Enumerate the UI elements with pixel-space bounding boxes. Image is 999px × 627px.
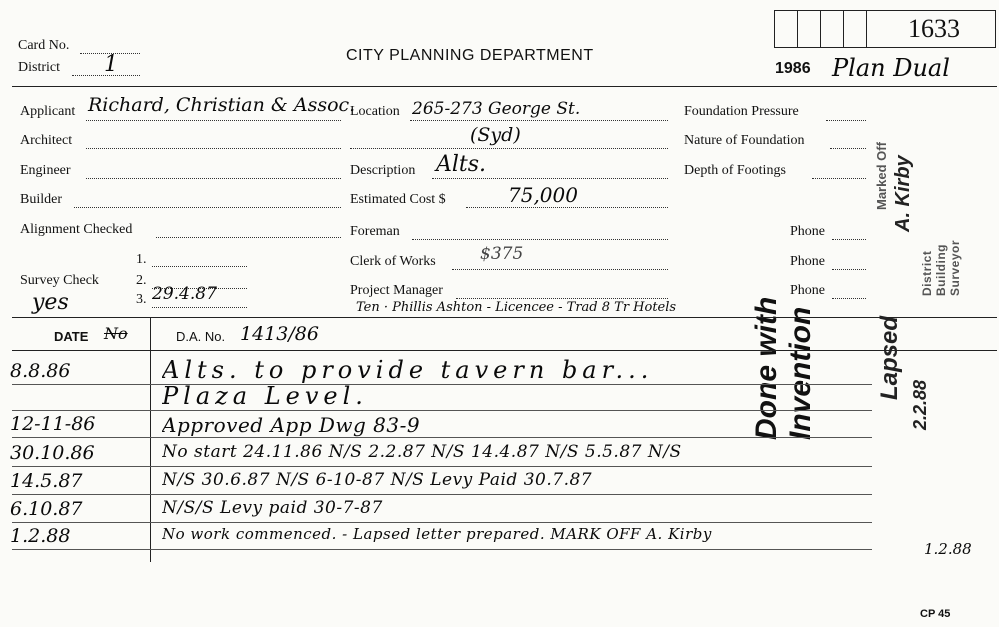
phone-label-2: Phone xyxy=(790,254,825,269)
date-column-divider xyxy=(150,317,151,562)
location-line-2 xyxy=(350,148,668,149)
date-header-note: No xyxy=(104,324,128,343)
clerk-value: $375 xyxy=(480,244,524,264)
alignment-label: Alignment Checked xyxy=(20,222,133,237)
description-value: Alts. xyxy=(436,152,487,177)
engineer-label: Engineer xyxy=(20,163,71,178)
district-label: District xyxy=(18,60,60,75)
cost-label: Estimated Cost $ xyxy=(350,192,446,207)
pm-label: Project Manager xyxy=(350,283,443,298)
row-text: No work commenced. - Lapsed letter prepared. MARK OFF A. Kirby xyxy=(162,525,712,543)
pm-line xyxy=(456,298,668,299)
location-label: Location xyxy=(350,104,400,119)
row-text: Alts. to provide tavern bar... xyxy=(162,356,654,384)
stamp-signature: A. Kirby xyxy=(892,155,914,232)
cost-value: 75,000 xyxy=(508,183,578,207)
applicant-label: Applicant xyxy=(20,104,76,119)
card-number: 1633 xyxy=(908,14,960,43)
survey-label: Survey Check xyxy=(20,273,99,288)
survey-3-line xyxy=(152,307,247,308)
signoff-date: 1.2.88 xyxy=(924,540,972,558)
row-text: N/S/S Levy paid 30-7-87 xyxy=(162,498,383,518)
architect-label: Architect xyxy=(20,133,73,148)
survey-2-label: 2. xyxy=(136,273,147,288)
card-no-label: Card No. xyxy=(18,38,70,53)
row-text: N/S 30.6.87 N/S 6-10-87 N/S Levy Paid 30.7.87 xyxy=(162,470,593,490)
marked-off-stamp: Marked Off xyxy=(874,142,889,210)
architect-line xyxy=(86,148,341,149)
row-date: 1.2.88 xyxy=(10,525,71,547)
engineer-line xyxy=(86,178,341,179)
phone-line-3 xyxy=(832,298,866,299)
da-value: 1413/86 xyxy=(240,323,319,345)
card-number-box-2 xyxy=(797,10,821,48)
row-date: 6.10.87 xyxy=(10,498,83,520)
description-label: Description xyxy=(350,163,416,178)
description-line xyxy=(432,178,668,179)
clerk-line xyxy=(452,269,668,270)
nature-foundation-label: Nature of Foundation xyxy=(684,133,805,148)
card-number-box-1 xyxy=(774,10,798,48)
table-header-divider xyxy=(12,350,997,351)
row-divider xyxy=(12,437,872,438)
foreman-line xyxy=(412,239,668,240)
alignment-line xyxy=(156,237,341,238)
cost-line xyxy=(466,207,668,208)
header-hand-note: Plan Dual xyxy=(832,54,950,82)
foreman-label: Foreman xyxy=(350,224,400,239)
phone-line-1 xyxy=(832,239,866,240)
applicant-value: Richard, Christian & Assoc. xyxy=(88,94,356,116)
location-value: 265-273 George St. xyxy=(412,99,581,119)
survey-1-label: 1. xyxy=(136,252,147,267)
row-text: No start 24.11.86 N/S 2.2.87 N/S 14.4.87 N/S 5.5.87 N/S xyxy=(162,442,682,462)
survey-3-label: 3. xyxy=(136,292,147,307)
nature-foundation-line xyxy=(830,148,866,149)
depth-footings-label: Depth of Footings xyxy=(684,163,786,178)
depth-footings-line xyxy=(812,178,866,179)
district-surveyor-stamp: District Building Surveyor xyxy=(920,239,962,296)
location-line xyxy=(410,120,668,121)
da-label: D.A. No. xyxy=(176,329,226,344)
row-divider xyxy=(12,410,872,411)
phone-label-1: Phone xyxy=(790,224,825,239)
date-header: DATE xyxy=(54,329,89,344)
header-divider xyxy=(12,86,997,87)
page-title: CITY PLANNING DEPARTMENT xyxy=(346,47,594,64)
applicant-line xyxy=(86,120,341,121)
pm-value: Ten · Phillis Ashton - Licencee - Trad 8 Tr Hotels xyxy=(356,300,677,315)
side-hand-note-2: Lapsed xyxy=(876,315,903,400)
row-divider xyxy=(12,494,872,495)
district-value: 1 xyxy=(104,52,118,77)
phone-label-3: Phone xyxy=(790,283,825,298)
row-divider xyxy=(12,522,872,523)
row-date: 30.10.86 xyxy=(10,442,95,464)
survey-3-value: 29.4.87 xyxy=(152,284,217,304)
builder-line xyxy=(74,207,341,208)
card-number-box-4 xyxy=(843,10,867,48)
row-text: Approved App Dwg 83-9 xyxy=(162,413,421,437)
row-date: 14.5.87 xyxy=(10,470,83,492)
row-date: 12-11-86 xyxy=(10,413,96,435)
phone-line-2 xyxy=(832,269,866,270)
year: 1986 xyxy=(775,60,811,77)
survey-1-line xyxy=(152,266,247,267)
row-divider xyxy=(12,549,872,550)
clerk-label: Clerk of Works xyxy=(350,254,436,269)
foundation-pressure-line xyxy=(826,120,866,121)
row-text: Plaza Level. xyxy=(162,382,368,410)
survey-hand: yes xyxy=(32,290,69,315)
location-value-2: (Syd) xyxy=(470,124,521,146)
side-hand-note-3: 2.2.88 xyxy=(910,379,930,430)
builder-label: Builder xyxy=(20,192,62,207)
table-top-divider xyxy=(12,317,997,318)
form-code: CP 45 xyxy=(920,608,951,620)
foundation-pressure-label: Foundation Pressure xyxy=(684,104,799,119)
row-date: 8.8.86 xyxy=(10,360,71,382)
side-hand-note-1: Done with Invention xyxy=(750,296,817,440)
row-divider xyxy=(12,466,872,467)
row-divider xyxy=(12,384,872,385)
card-number-box-3 xyxy=(820,10,844,48)
